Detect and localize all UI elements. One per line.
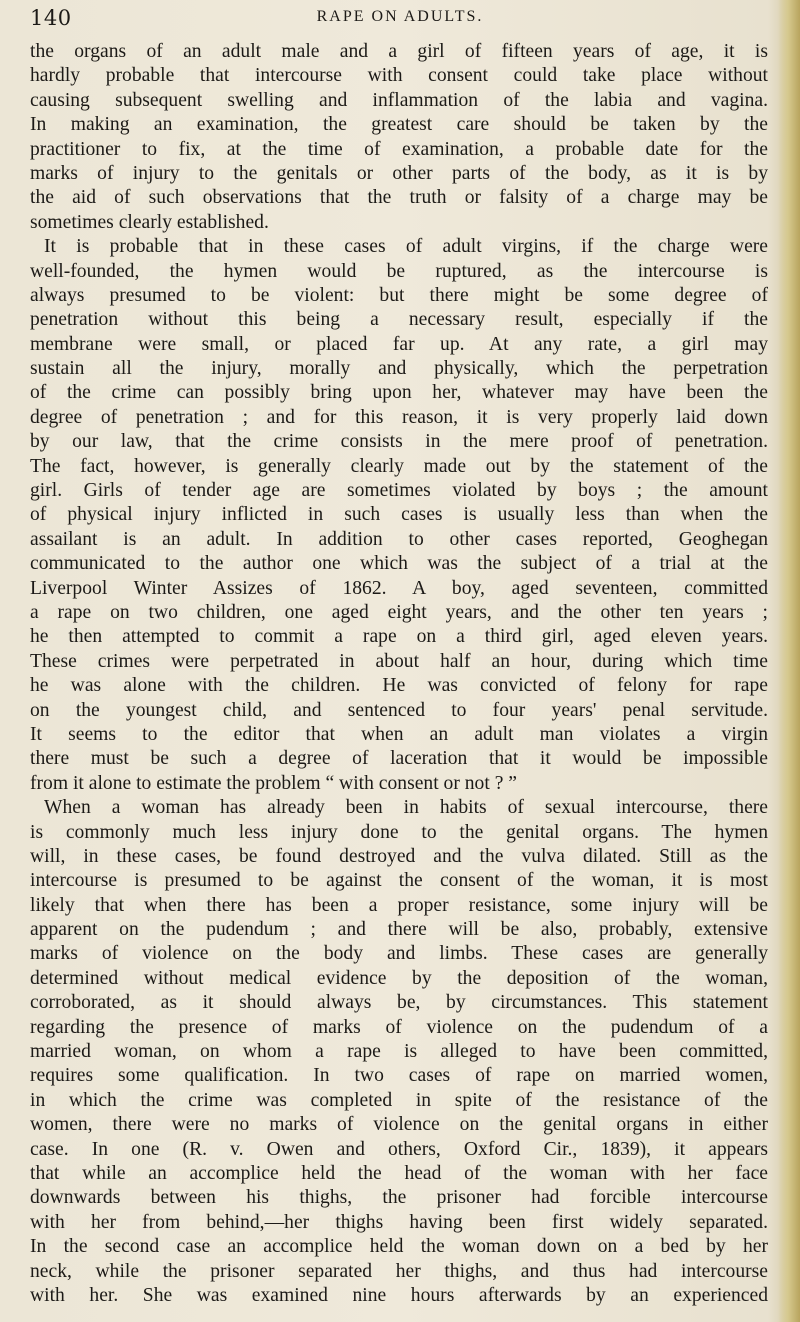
text-line: he then attempted to commit a rape on a third girl, aged eleven years. [30,626,768,648]
text-line: regarding the presence of marks of violence on the pudendum of a [30,1016,768,1038]
text-line: that while an accomplice held the head of the woman with her face [30,1162,768,1184]
text-line: It seems to the editor that when an adult man violates a virgin [30,723,768,745]
text-line: Liverpool Winter Assizes of 1862. A boy, aged seventeen, committed [30,577,768,599]
text-line: of the crime can possibly bring upon her, whatever may have been the [30,382,768,404]
text-line: apparent on the pudendum ; and there will be also, probably, extensive [30,919,768,941]
text-line: girl. Girls of tender age are sometimes violated by boys ; the amount [30,480,768,502]
text-line: a rape on two children, one aged eight years, and the other ten years ; [30,601,768,623]
text-line: of physical injury inflicted in such cases is usually less than when the [30,504,768,526]
text-line: determined without medical evidence by the deposition of the woman, [30,967,768,989]
text-line: membrane were small, or placed far up. At any rate, a girl may [30,333,768,355]
text-line: sustain all the injury, morally and physically, which the perpetration [30,358,768,380]
text-line: on the youngest child, and sentenced to four years' penal servitude. [30,699,768,721]
text-line: In making an examination, the greatest care should be taken by the [30,114,768,136]
text-line: causing subsequent swelling and inflammation of the labia and vagina. [30,89,768,111]
text-line: The fact, however, is generally clearly made out by the statement of the [30,455,768,477]
text-line: with her from behind,—her thighs having been first widely separated. [30,1211,768,1233]
text-line: practitioner to fix, at the time of examination, a probable date for the [30,138,768,160]
text-line: assailant is an adult. In addition to other cases reported, Geoghegan [30,528,768,550]
text-line: neck, while the prisoner separated her thighs, and thus had intercourse [30,1260,768,1282]
text-line: degree of penetration ; and for this reason, it is very properly laid down [30,406,768,428]
text-line: there must be such a degree of laceration that it would be impossible [30,748,768,770]
page-edge [778,0,800,1322]
text-line: women, there were no marks of violence on the genital organs in either [30,1114,768,1136]
text-line: requires some qualification. In two cases of rape on married women, [30,1065,768,1087]
body-text [30,40,768,1308]
text-line: penetration without this being a necessary result, especially if the [30,309,768,331]
text-line: the aid of such observations that the truth or falsity of a charge may be [30,187,768,209]
text-line: When a woman has already been in habits of sexual intercourse, there [44,797,768,819]
text-line: marks of injury to the genitals or other parts of the body, as it is by [30,162,768,184]
page-number: 140 [30,6,72,30]
text-line: by our law, that the crime consists in the mere proof of penetration. [30,431,768,453]
text-line: is commonly much less injury done to the genital organs. The hymen [30,821,768,843]
text-line: likely that when there has been a proper resistance, some injury will be [30,894,768,916]
text-line: always presumed to be violent: but there might be some degree of [30,284,768,306]
text-line: downwards between his thighs, the prisoner had forcible intercourse [30,1187,768,1209]
text-line: marks of violence on the body and limbs. These cases are generally [30,943,768,965]
text-line: hardly probable that intercourse with consent could take place without [30,65,768,87]
text-line: from it alone to estimate the problem “ with consent or not ? ” [30,772,517,794]
running-head: RAPE ON ADULTS. [316,8,484,25]
text-line: These crimes were perpetrated in about half an hour, during which time [30,650,768,672]
text-line: the organs of an adult male and a girl of fifteen years of age, it is [30,41,768,62]
text-line: communicated to the author one which was the subject of a trial at the [30,553,768,575]
text-line: he was alone with the children. He was convicted of felony for rape [30,675,768,697]
text-line: In the second case an accomplice held the woman down on a bed by her [30,1236,768,1258]
text-line: well-founded, the hymen would be ruptured, as the intercourse is [30,260,768,282]
text-line: It is probable that in these cases of adult virgins, if the charge were [44,236,768,258]
text-line: sometimes clearly established. [30,211,269,233]
text-line: in which the crime was completed in spite of the resistance of the [30,1089,768,1111]
text-line: corroborated, as it should always be, by circumstances. This statement [30,992,768,1014]
text-line: intercourse is presumed to be against the consent of the woman, it is most [30,870,768,892]
text-line: case. In one (R. v. Owen and others, Oxford Cir., 1839), it appears [30,1138,768,1160]
page-header [30,6,770,36]
text-line: with her. She was examined nine hours afterwards by an experienced [30,1284,768,1306]
text-line: will, in these cases, be found destroyed and the vulva dilated. Still as the [30,845,768,867]
text-line: married woman, on whom a rape is alleged to have been committed, [30,1041,768,1063]
